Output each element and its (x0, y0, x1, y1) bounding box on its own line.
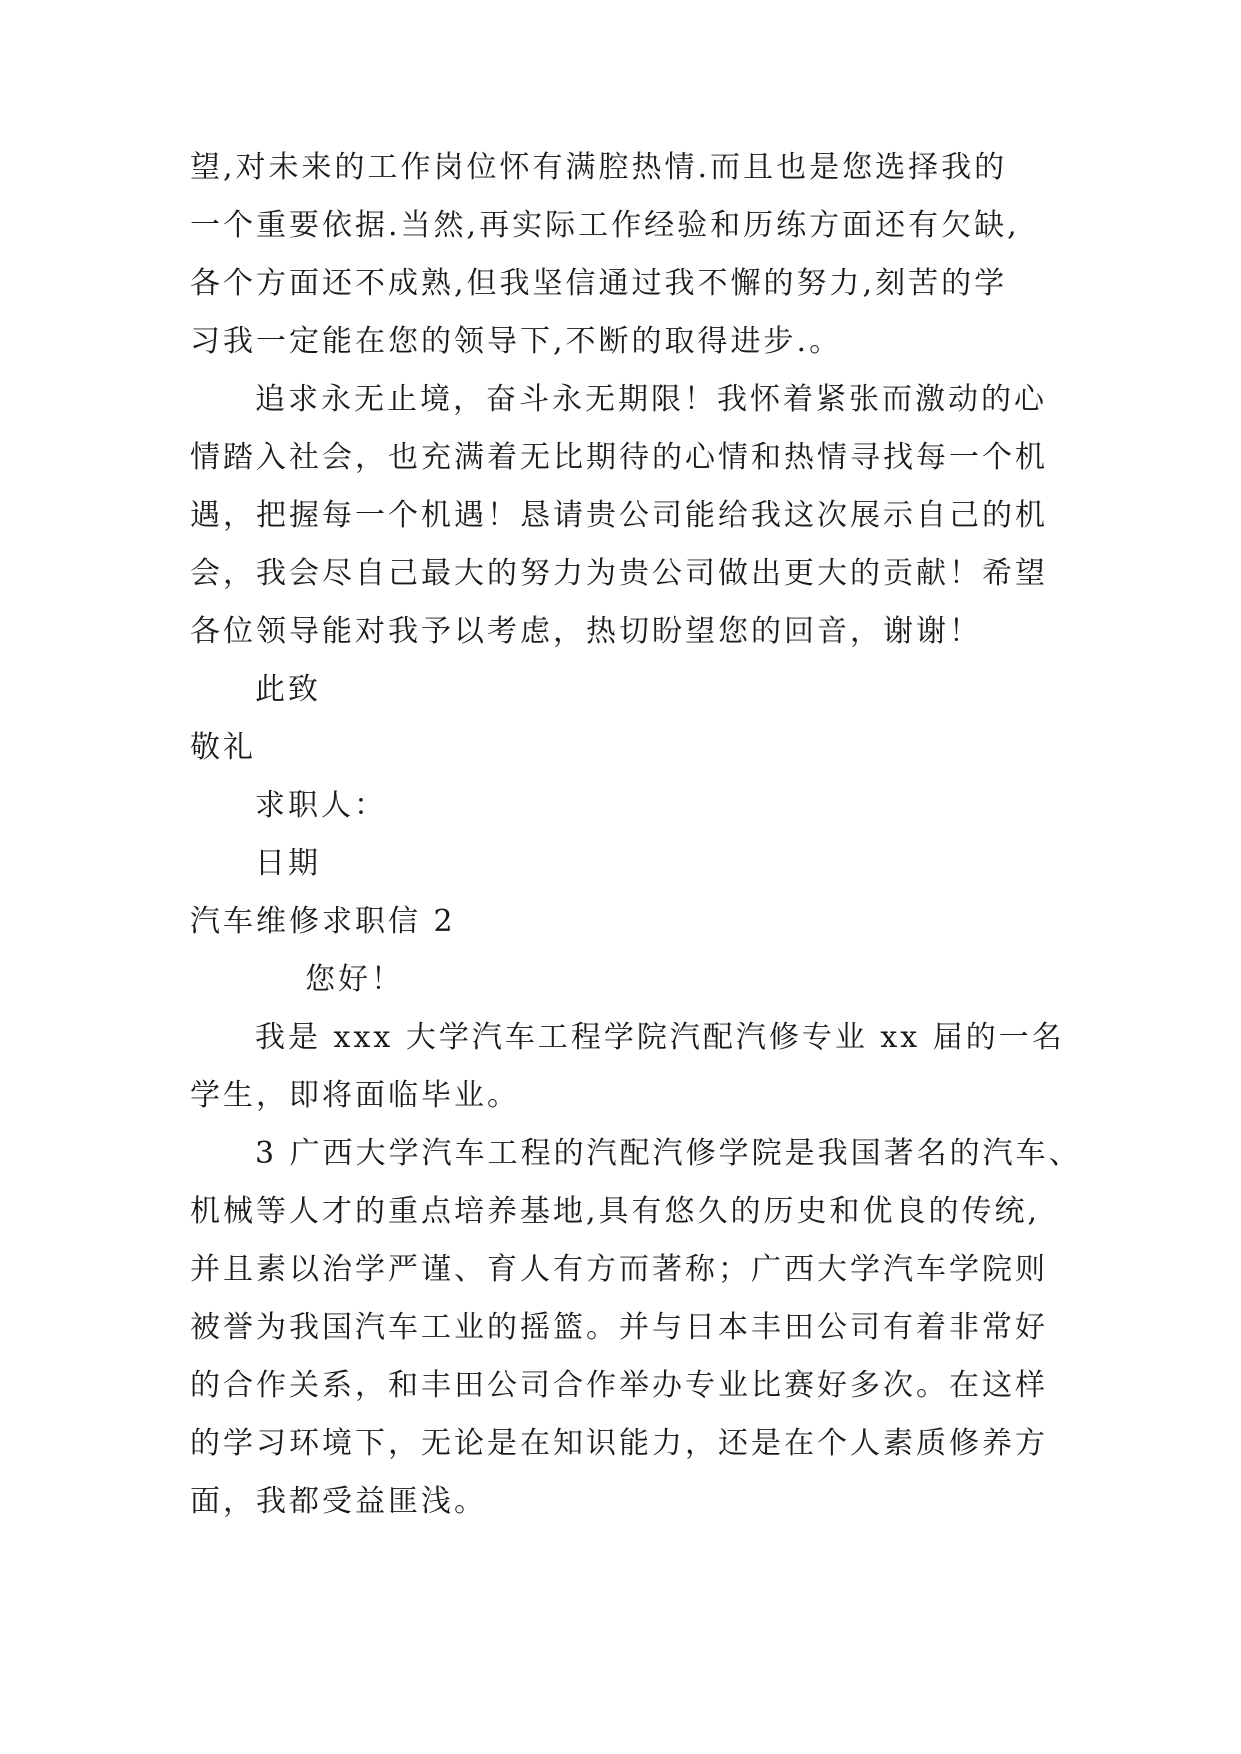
paragraph-line: 的合作关系，和丰田公司合作举办专业比赛好多次。在这样 (190, 1368, 1048, 1403)
applicant-label: 求职人： (255, 788, 387, 823)
paragraph-line: 机械等人才的重点培养基地,具有悠久的历史和优良的传统, (190, 1194, 1041, 1229)
date-label: 日期 (255, 846, 321, 881)
paragraph-line: 的学习环境下，无论是在知识能力，还是在个人素质修养方 (190, 1426, 1048, 1461)
paragraph-line: 并且素以治学严谨、育人有方而著称；广西大学汽车学院则 (190, 1252, 1048, 1287)
paragraph-line: 遇，把握每一个机遇！恳请贵公司能给我这次展示自己的机 (190, 498, 1048, 533)
paragraph-line: 会，我会尽自己最大的努力为贵公司做出更大的贡献！希望 (190, 556, 1048, 591)
section-title: 汽车维修求职信 2 (190, 904, 456, 939)
paragraph-line: 被誉为我国汽车工业的摇篮。并与日本丰田公司有着非常好 (190, 1310, 1048, 1345)
paragraph-line: 望,对未来的工作岗位怀有满腔热情.而且也是您选择我的 (190, 150, 1008, 185)
paragraph-line: 一个重要依据.当然,再实际工作经验和历练方面还有欠缺, (190, 208, 1020, 243)
greeting: 您好！ (305, 962, 404, 997)
paragraph-line: 习我一定能在您的领导下,不断的取得进步.。 (190, 324, 843, 359)
paragraph-line: 追求永无止境，奋斗永无期限！我怀着紧张而激动的心 (255, 382, 1047, 417)
paragraph-line: 3 广西大学汽车工程的汽配汽修学院是我国著名的汽车、 (255, 1136, 1082, 1171)
paragraph-line: 我是 xxx 大学汽车工程学院汽配汽修专业 xx 届的一名 (255, 1020, 1065, 1055)
paragraph-line: 情踏入社会，也充满着无比期待的心情和热情寻找每一个机 (190, 440, 1048, 475)
paragraph-line: 面，我都受益匪浅。 (190, 1484, 487, 1519)
closing-salutation: 此致 (255, 672, 321, 707)
paragraph-line: 学生，即将面临毕业。 (190, 1078, 520, 1113)
closing-regards: 敬礼 (190, 730, 256, 765)
paragraph-line: 各位领导能对我予以考虑，热切盼望您的回音，谢谢！ (190, 614, 982, 649)
paragraph-line: 各个方面还不成熟,但我坚信通过我不懈的努力,刻苦的学 (190, 266, 1008, 301)
